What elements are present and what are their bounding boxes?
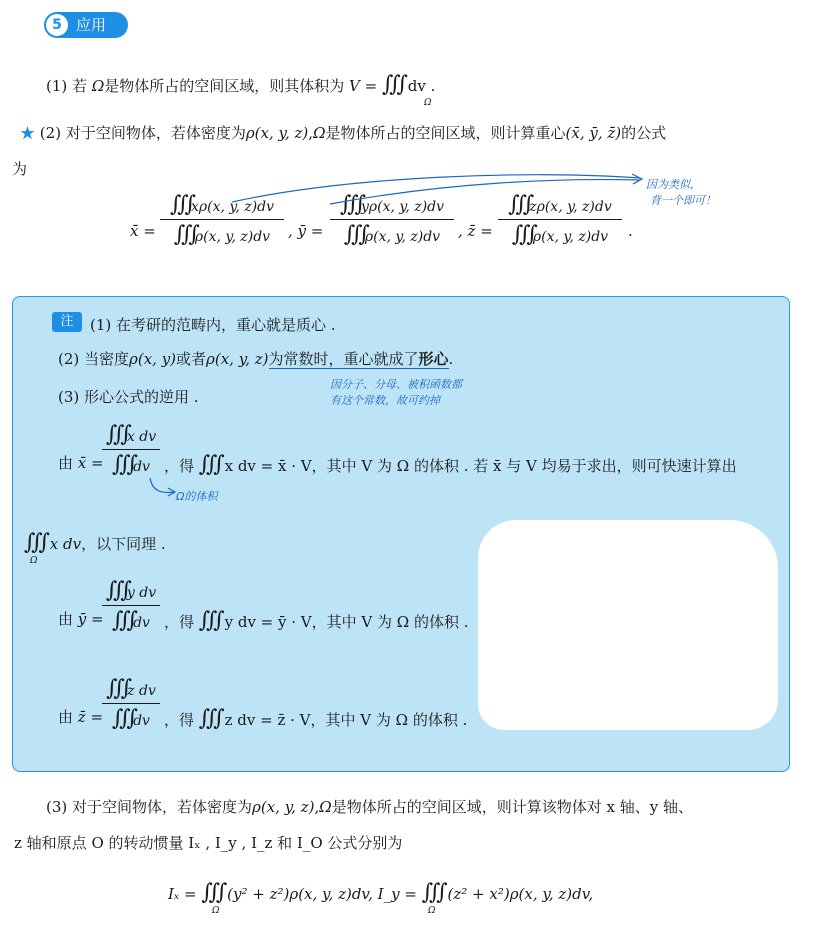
ybar-numerator: yρ(x, y, z)dv xyxy=(360,199,445,215)
formula-end: . xyxy=(628,222,633,240)
comma: , xyxy=(308,124,314,142)
item3-text-a: (3) 对于空间物体，若体密度为 xyxy=(46,798,253,816)
row-x-fraction xyxy=(102,422,160,477)
density-symbol: ρ(x, y, z) xyxy=(252,798,315,816)
row-x-lhs: x̄ = xyxy=(77,454,104,472)
ybar-denominator: ρ(x, y, z)dv xyxy=(364,229,441,245)
row-cont xyxy=(24,530,166,555)
row-z-lead xyxy=(58,706,103,727)
item1-prefix: (1) 若 xyxy=(46,77,88,95)
inertia-formulas xyxy=(168,880,593,905)
item3-line2: z 轴和原点 O 的转动惯量 Iₓ , I_y , I_z 和 I_O 公式分别为 xyxy=(14,834,403,852)
row-z-result xyxy=(164,706,467,731)
row-x-mid: ，得 xyxy=(164,457,195,475)
period: . xyxy=(448,350,454,368)
triple-integral-symbol: ∭ xyxy=(106,676,128,701)
row-x-den: dv xyxy=(133,459,150,475)
row-y-den: dv xyxy=(133,615,150,631)
density-3d: ρ(x, y, z) xyxy=(206,350,269,368)
zbar-numerator: zρ(x, y, z)dv xyxy=(529,199,612,215)
omega-symbol: Ω xyxy=(319,798,332,816)
row-y-num: y dv xyxy=(126,585,157,601)
xbar-lhs: x̄ = xyxy=(130,222,156,240)
row-z-lhs: z̄ = xyxy=(77,708,104,726)
handnote-line2: 背一个即可！ xyxy=(650,194,716,207)
triple-integral-symbol: ∭ xyxy=(198,452,220,477)
zbar-lhs: , z̄ = xyxy=(458,222,493,240)
handnote2-line1: 因分子、分母、被积函数都 xyxy=(330,378,462,391)
iy-body: (z² + x²)ρ(x, y, z)dv, xyxy=(447,885,594,903)
row-x-lead-text: 由 xyxy=(58,454,74,472)
item3-text-c: 是物体所占的空间区域，则计算该物体对 x 轴、y 轴、 xyxy=(331,798,693,816)
note-p1: (1) 在考研的范畴内，重心就是质心 . xyxy=(90,316,336,334)
triple-integral-symbol: ∭ xyxy=(198,608,220,633)
zbar-denominator: ρ(x, y, z)dv xyxy=(532,229,609,245)
triple-integral-symbol: ∭ xyxy=(24,530,46,555)
row-cont-integrand: x dv xyxy=(49,535,82,553)
triple-integral-symbol: ∭ xyxy=(112,706,134,731)
item2-text-a: (2) 对于空间物体，若体密度为 xyxy=(39,124,246,142)
iy-lhs: I_y = xyxy=(377,885,417,903)
density-symbol: ρ(x, y, z) xyxy=(245,124,309,142)
triple-integral-symbol: ∭ xyxy=(173,222,195,247)
comma: , xyxy=(314,798,320,816)
handnote-line1: 因为类似， xyxy=(646,178,701,191)
row-z-fraction xyxy=(102,676,160,731)
triple-integral-symbol: ∭ xyxy=(169,192,191,217)
note-p2-c: 为常数时，重心就成了 xyxy=(268,350,419,368)
handnote2-line2: 有这个常数，故可约掉 xyxy=(330,394,440,407)
triple-integral-symbol: ∭ xyxy=(105,422,127,447)
triple-integral-symbol: ∭ xyxy=(105,578,127,603)
note-p2-b: 或者 xyxy=(176,350,207,368)
row-y-result-text: y dv = ȳ · V，其中 V 为 Ω 的体积 . xyxy=(224,613,469,631)
triple-integral-symbol: ∭ xyxy=(382,72,404,97)
volume-lhs: V = xyxy=(349,77,378,95)
triple-integral-symbol: ∭ xyxy=(508,192,530,217)
handnote3: Ω的体积 xyxy=(176,490,218,503)
iy-sub: Ω xyxy=(428,906,436,916)
row-y-lead-text: 由 xyxy=(58,610,74,628)
triple-integral-symbol: ∭ xyxy=(112,452,134,477)
integrand: dv xyxy=(407,77,426,95)
section-title: 应用 xyxy=(76,16,107,34)
omega-symbol: Ω xyxy=(91,77,105,95)
row-z-result-text: z dv = z̄ · V，其中 V 为 Ω 的体积 . xyxy=(224,711,468,729)
note-tag: 注 xyxy=(52,312,82,332)
row-y-fraction xyxy=(102,578,160,633)
row-y-result xyxy=(164,608,469,633)
xbar-numerator: xρ(x, y, z)dv xyxy=(190,199,275,215)
row-z-den: dv xyxy=(133,713,150,729)
triple-integral-symbol: ∭ xyxy=(198,706,220,731)
item2-line1 xyxy=(20,122,666,143)
item2-line2: 为 xyxy=(12,160,28,178)
annotation-arrow-icon xyxy=(230,168,650,208)
centroid-symbol: (x̄, ȳ, z̄) xyxy=(565,124,622,142)
row-x-result-text: x dv = x̄ · V，其中 V 为 Ω 的体积 . 若 x̄ 与 V 均易于求出，则可快速计算出 xyxy=(224,457,737,475)
ix-lhs: Iₓ = xyxy=(168,885,197,903)
hand-arrow-icon xyxy=(148,476,178,498)
item1-line xyxy=(46,72,435,97)
row-z-lead-text: 由 xyxy=(58,708,74,726)
row-cont-sub: Ω xyxy=(30,556,38,566)
item1-text: 是物体所占的空间区域，则其体积为 xyxy=(104,77,345,95)
ix-body: (y² + z²)ρ(x, y, z)dv, xyxy=(227,885,373,903)
row-z-num: z dv xyxy=(127,683,156,699)
row-x-lead xyxy=(58,452,104,473)
xbar-denominator: ρ(x, y, z)dv xyxy=(194,229,271,245)
row-y-lead xyxy=(58,608,104,629)
note-p2-a: (2) 当密度 xyxy=(58,350,130,368)
period: . xyxy=(430,77,436,95)
triple-integral-symbol: ∭ xyxy=(201,880,223,905)
row-cont-text: ，以下同理 . xyxy=(81,535,166,553)
note-p3: (3) 形心公式的逆用 . xyxy=(58,388,199,406)
ix-sub: Ω xyxy=(212,906,220,916)
row-y-mid: ，得 xyxy=(164,613,195,631)
shape-center-term: 形心 xyxy=(418,350,449,368)
item2-text-c: 是物体所占的空间区域，则计算重心 xyxy=(325,124,566,142)
star-icon: ★ xyxy=(20,124,36,142)
integral-sub: Ω xyxy=(424,98,432,108)
section-number: 5 xyxy=(46,14,68,36)
row-x-result xyxy=(164,452,737,477)
row-x-num: x dv xyxy=(126,429,157,445)
item3-line1 xyxy=(46,796,693,817)
redaction-blob xyxy=(478,520,778,730)
row-z-mid: ，得 xyxy=(164,711,195,729)
triple-integral-symbol: ∭ xyxy=(112,608,134,633)
row-y-lhs: ȳ = xyxy=(77,610,104,628)
omega-symbol: Ω xyxy=(313,124,326,142)
ybar-lhs: , ȳ = xyxy=(288,222,324,240)
triple-integral-symbol: ∭ xyxy=(339,192,361,217)
triple-integral-symbol: ∭ xyxy=(343,222,365,247)
note-p2 xyxy=(58,348,453,369)
triple-integral-symbol: ∭ xyxy=(421,880,443,905)
triple-integral-symbol: ∭ xyxy=(511,222,533,247)
section-badge xyxy=(44,12,128,38)
density-2d: ρ(x, y) xyxy=(129,350,177,368)
item2-text-d: 的公式 xyxy=(621,124,667,142)
